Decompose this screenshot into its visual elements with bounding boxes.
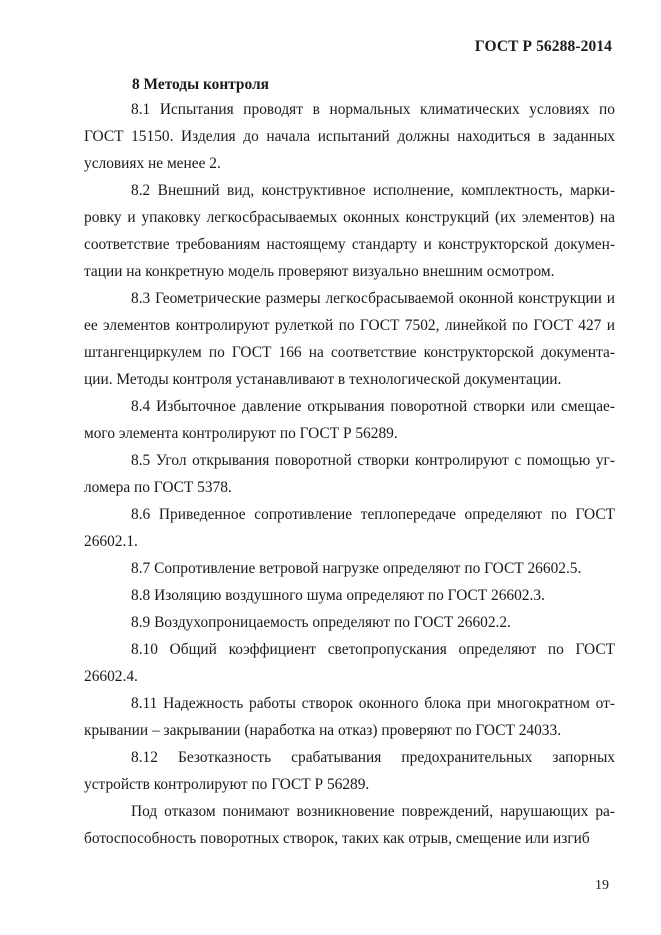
- paragraph-8-10: 8.10 Общий коэффициент светопропускания определяют по ГОСТ 26602.4.: [84, 641, 615, 685]
- paragraph-8-9: 8.9 Воздухопроницаемость определяют по ГОСТ 26602.2.: [131, 614, 511, 631]
- paragraph-8-7: 8.7 Сопротивление ветровой нагрузке определяют по ГОСТ 26602.5.: [131, 560, 582, 577]
- paragraph-8-12: 8.12 Безотказность срабатывания предохранительных запорных устройств контролируют по ГОСТ Р 56289.: [84, 749, 615, 793]
- paragraph-8-2: 8.2 Внешний вид, конструктивное исполнение, комплектность, маркировку и упаковку легкосбрасываемых оконных конструкций (их элементов) на соответствие требованиям настоящему стандарту и конструкторской документации на конкретную модель проверяют визуально внешним осмотром.: [84, 182, 615, 280]
- section-body: [84, 96, 615, 852]
- paragraph-8-4: 8.4 Избыточное давление открывания поворотной створки или смещаемого элемента контролируют по ГОСТ Р 56289.: [84, 398, 615, 442]
- paragraph-8-1: 8.1 Испытания проводят в нормальных климатических условиях по ГОСТ 15150. Изделия до начала испытаний должны находиться в заданных условиях не менее 2.: [84, 101, 615, 172]
- paragraph-8-3: 8.3 Геометрические размеры легкосбрасываемой оконной конструкции и ее элементов контролируют рулеткой по ГОСТ 7502, линейкой по ГОСТ 427 и штангенциркулем по ГОСТ 166 на соответствие конструкторской документации. Методы контроля устанавливают в технологической документации.: [84, 290, 615, 388]
- paragraph-8-8: 8.8 Изоляцию воздушного шума определяют по ГОСТ 26602.3.: [131, 587, 545, 604]
- paragraph-8-5: 8.5 Угол открывания поворотной створки контролируют с помощью угломера по ГОСТ 5378.: [84, 452, 615, 496]
- paragraph-failure-definition: Под отказом понимают возникновение повреждений, нарушающих работоспособность поворотных створок, таких как отрыв, смещение или изгиб: [84, 803, 615, 847]
- page-number: 19: [595, 878, 609, 893]
- paragraph-8-11: 8.11 Надежность работы створок оконного блока при многократном открывании – закрывании (наработка на отказ) проверяют по ГОСТ 24033.: [84, 695, 615, 739]
- paragraph-8-6: 8.6 Приведенное сопротивление теплопередаче определяют по ГОСТ 26602.1.: [84, 506, 615, 550]
- section-title: 8 Методы контроля: [132, 76, 269, 93]
- document-code-header: ГОСТ Р 56288-2014: [474, 38, 612, 55]
